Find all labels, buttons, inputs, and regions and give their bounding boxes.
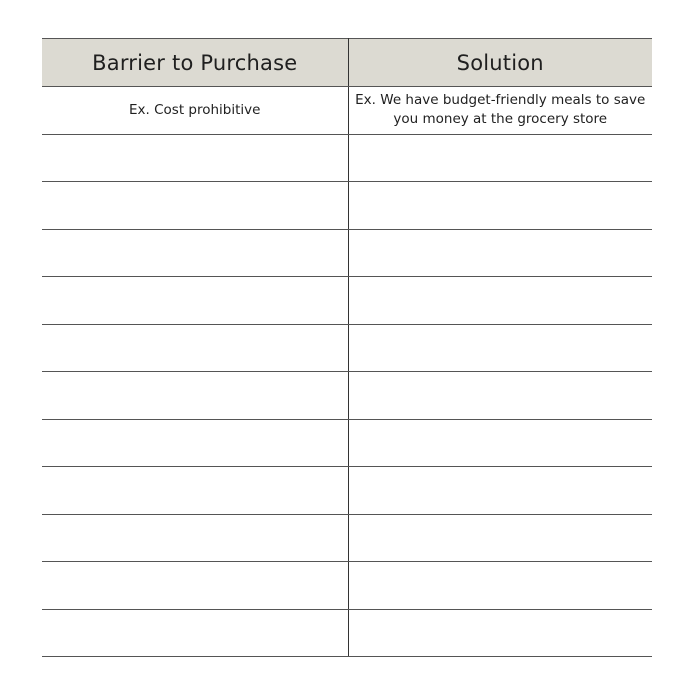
- blank-row: [42, 372, 652, 420]
- barrier-cell[interactable]: [42, 609, 348, 657]
- barrier-cell[interactable]: [42, 277, 348, 325]
- solution-cell[interactable]: [348, 514, 652, 562]
- example-row: [42, 87, 652, 135]
- barrier-cell[interactable]: [42, 324, 348, 372]
- barrier-cell[interactable]: [42, 419, 348, 467]
- solution-cell[interactable]: [348, 324, 652, 372]
- blank-row: [42, 229, 652, 277]
- barrier-column-header: Barrier to Purchase: [42, 39, 348, 87]
- solution-cell[interactable]: [348, 277, 652, 325]
- blank-row: [42, 609, 652, 657]
- header-row: [42, 39, 652, 87]
- barrier-cell[interactable]: [42, 182, 348, 230]
- solution-column-header: Solution: [348, 39, 652, 87]
- blank-row: [42, 419, 652, 467]
- blank-row: [42, 562, 652, 610]
- blank-row: [42, 324, 652, 372]
- barrier-cell[interactable]: [42, 514, 348, 562]
- barrier-solution-table: [42, 38, 652, 657]
- solution-cell[interactable]: [348, 229, 652, 277]
- blank-row: [42, 182, 652, 230]
- blank-row: [42, 277, 652, 325]
- solution-cell[interactable]: [348, 467, 652, 515]
- blank-row: [42, 467, 652, 515]
- table-body: [42, 87, 652, 657]
- blank-row: [42, 134, 652, 182]
- blank-row: [42, 514, 652, 562]
- example-barrier-cell: Ex. Cost prohibitive: [42, 87, 348, 135]
- example-solution-cell: Ex. We have budget-friendly meals to save you money at the grocery store: [348, 87, 652, 135]
- solution-cell[interactable]: [348, 182, 652, 230]
- barrier-cell[interactable]: [42, 372, 348, 420]
- barrier-cell[interactable]: [42, 562, 348, 610]
- barrier-cell[interactable]: [42, 229, 348, 277]
- solution-cell[interactable]: [348, 562, 652, 610]
- barrier-cell[interactable]: [42, 134, 348, 182]
- solution-cell[interactable]: [348, 134, 652, 182]
- barrier-cell[interactable]: [42, 467, 348, 515]
- solution-cell[interactable]: [348, 372, 652, 420]
- solution-cell[interactable]: [348, 419, 652, 467]
- solution-cell[interactable]: [348, 609, 652, 657]
